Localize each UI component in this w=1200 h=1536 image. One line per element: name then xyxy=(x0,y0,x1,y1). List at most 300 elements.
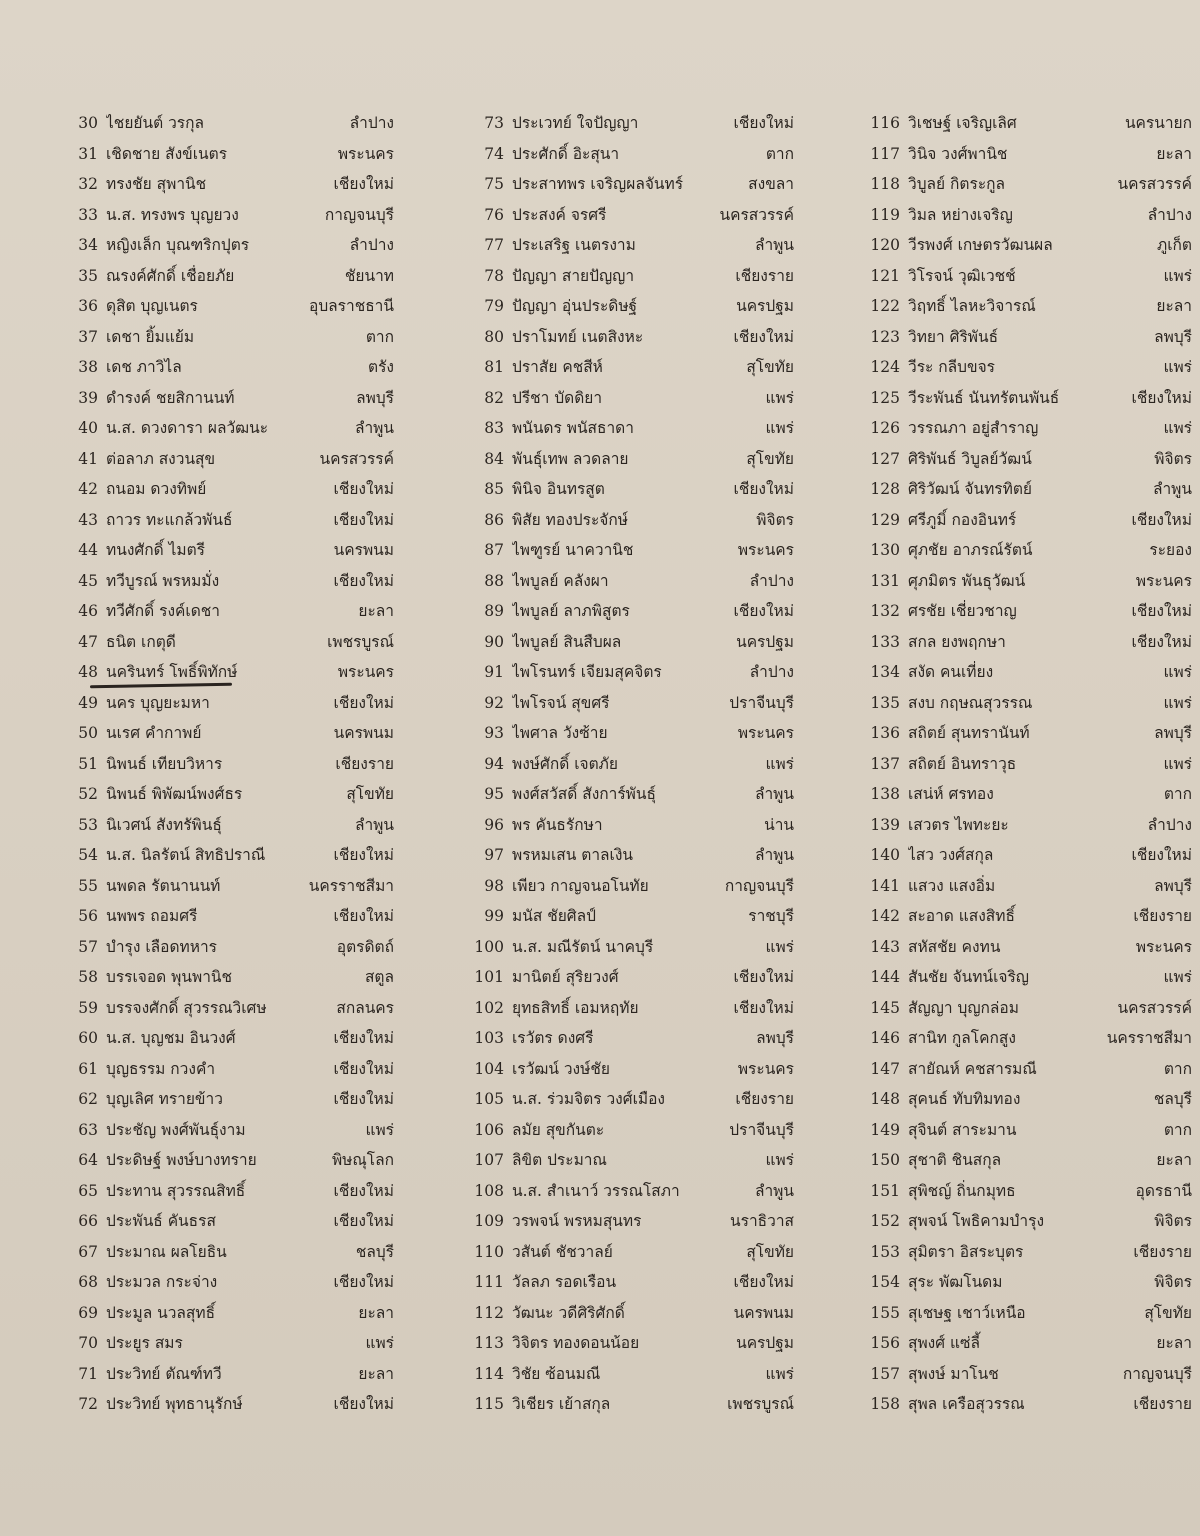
entry-name: ยุทธสิทธิ์ เอมหฤทัย xyxy=(512,998,639,1017)
list-item xyxy=(64,446,394,477)
list-item xyxy=(858,1330,1192,1361)
entry-province: เชียงใหม่ xyxy=(1131,510,1192,529)
entry-province: นครสวรรค์ xyxy=(1117,175,1192,193)
entry-name: เดช ภาวิไล xyxy=(106,358,182,376)
entry-province: นครสวรรค์ xyxy=(319,449,394,468)
list-item xyxy=(462,751,794,782)
list-item xyxy=(462,171,794,202)
entry-name: ศิริพันธ์ วิบูลย์วัฒน์ xyxy=(908,449,1032,468)
entry-number: 58 xyxy=(78,968,98,986)
entry-number: 141 xyxy=(870,876,900,895)
entry-name: ประเวทย์ ใจปัญญา xyxy=(512,114,639,132)
entry-name: เชิดชาย สังข์เนตร xyxy=(106,144,228,163)
entry-province: พระนคร xyxy=(337,663,394,681)
list-item xyxy=(462,720,794,751)
entry-number: 45 xyxy=(78,571,98,590)
entry-name: ปัญญา สายปัญญา xyxy=(512,266,635,285)
entry-name: วัฒนะ วดีศิริศักดิ์ xyxy=(512,1303,625,1322)
entry-province: ตาก xyxy=(1163,1059,1192,1078)
list-item xyxy=(858,629,1192,660)
entry-number: 101 xyxy=(474,968,504,986)
entry-name: นคร บุญยะมหา xyxy=(106,693,210,712)
entry-province: น่าน xyxy=(764,815,794,834)
entry-province: ลำพูน xyxy=(754,236,794,254)
entry-name: น.ส. สำเนาว์ วรรณโสภา xyxy=(512,1181,680,1200)
entry-name: วรพจน์ พรหมสุนทร xyxy=(512,1212,642,1230)
entry-name: มานิตย์ สุริยวงศ์ xyxy=(512,968,619,986)
list-item xyxy=(462,568,794,599)
entry-number: 148 xyxy=(870,1090,900,1108)
entry-number: 55 xyxy=(78,876,98,895)
list-item xyxy=(64,1361,394,1392)
entry-name: วิมล หย่างเจริญ xyxy=(908,205,1013,224)
list-item xyxy=(858,659,1192,690)
entry-number: 64 xyxy=(78,1151,98,1169)
entry-name: เสน่ห์ ศรทอง xyxy=(908,785,994,803)
entry-province: นครปฐม xyxy=(736,1334,794,1352)
list-item xyxy=(462,1147,794,1178)
entry-number: 142 xyxy=(870,907,900,925)
entry-province: นครปฐม xyxy=(736,632,794,651)
list-item xyxy=(858,1361,1192,1392)
entry-name: ไพฑูรย์ นาควานิช xyxy=(512,541,634,559)
list-item xyxy=(64,964,394,995)
entry-province: แพร่ xyxy=(1163,968,1192,986)
entry-province: ตาก xyxy=(765,144,794,163)
entry-number: 144 xyxy=(870,968,900,986)
entry-name: ไพบูลย์ คลังผา xyxy=(512,571,609,590)
entry-name: ต่อลาภ สงวนสุข xyxy=(106,449,216,468)
entry-name: สายัณห์ คชสารมณี xyxy=(908,1059,1037,1078)
entry-province: เชียงใหม่ xyxy=(333,571,394,590)
entry-number: 93 xyxy=(484,724,504,742)
entry-name: ประมาณ ผลโยธิน xyxy=(106,1242,227,1261)
entry-name: ปราโมทย์ เนตสิงหะ xyxy=(512,327,644,346)
entry-number: 119 xyxy=(870,205,900,224)
entry-name: ธนิต เกตุดี xyxy=(106,632,176,651)
entry-name: สุเชษฐ เชาว์เหนือ xyxy=(908,1303,1026,1322)
entry-province: พระนคร xyxy=(337,144,394,163)
entry-province: แพร่ xyxy=(765,419,794,437)
list-item xyxy=(858,446,1192,477)
entry-name: สันชัย จันทน์เจริญ xyxy=(908,968,1029,986)
entry-province: ตรัง xyxy=(368,358,394,376)
list-item xyxy=(64,415,394,446)
list-item xyxy=(462,1117,794,1148)
entry-number: 112 xyxy=(474,1303,504,1322)
entry-number: 49 xyxy=(78,693,98,712)
entry-name: บุญธรรม กวงคำ xyxy=(106,1059,216,1078)
list-item xyxy=(462,354,794,385)
list-item xyxy=(64,141,394,172)
entry-name: เพียว กาญจนอโนทัย xyxy=(512,876,649,895)
entry-number: 132 xyxy=(870,602,900,620)
entry-province: อุบลราชธานี xyxy=(309,297,394,315)
entry-number: 133 xyxy=(870,632,900,651)
entry-province: ปราจีนบุรี xyxy=(729,1120,794,1139)
entry-name: ไชยยันต์ วรกุล xyxy=(106,114,204,132)
entry-number: 94 xyxy=(484,754,504,773)
list-item xyxy=(64,1086,394,1117)
entry-number: 147 xyxy=(870,1059,900,1078)
entry-province: ลำปาง xyxy=(1147,205,1192,224)
entry-number: 98 xyxy=(484,876,504,895)
entry-number: 111 xyxy=(474,1273,504,1291)
list-item xyxy=(858,995,1192,1026)
list-item xyxy=(64,1330,394,1361)
entry-province: กาญจนบุรี xyxy=(324,205,394,224)
entry-name: สานิท กูลโคกสูง xyxy=(908,1029,1016,1047)
entry-name: หญิงเล็ก บุณฑริกปุตร xyxy=(106,236,250,254)
list-item xyxy=(462,873,794,904)
list-item xyxy=(462,263,794,294)
entry-province: เชียงราย xyxy=(335,754,394,773)
entry-province: ลำปาง xyxy=(349,114,394,132)
entry-number: 108 xyxy=(474,1181,504,1200)
list-item xyxy=(64,903,394,934)
entry-province: ลำปาง xyxy=(1147,815,1192,834)
entry-province: ลำปาง xyxy=(749,663,794,681)
entry-name: สุพล เครือสุวรรณ xyxy=(908,1395,1025,1413)
list-item xyxy=(64,1269,394,1300)
entry-name: น.ส. มณีรัตน์ นาคบุรี xyxy=(512,937,654,956)
entry-number: 116 xyxy=(870,114,900,132)
entry-name: วิทยา ศิริพันธ์ xyxy=(908,327,999,346)
entry-name: ปัญญา อุ่นประดิษฐ์ xyxy=(512,297,638,315)
entry-name: พรหมเสน ตาลเงิน xyxy=(512,846,633,864)
entry-province: ยะลา xyxy=(1156,297,1192,315)
entry-number: 100 xyxy=(474,937,504,956)
entry-province: เชียงใหม่ xyxy=(333,907,394,925)
entry-name: นพพร ถอมศรี xyxy=(106,907,198,925)
entry-province: กาญจนบุรี xyxy=(1122,1364,1192,1383)
entry-province: แพร่ xyxy=(765,937,794,956)
entry-number: 66 xyxy=(78,1212,98,1230)
entry-province: สุโขทัย xyxy=(346,785,394,803)
entry-number: 140 xyxy=(870,846,900,864)
entry-number: 47 xyxy=(78,632,98,651)
entry-number: 72 xyxy=(78,1395,98,1413)
entry-province: เชียงใหม่ xyxy=(733,327,794,346)
list-item xyxy=(462,842,794,873)
entry-number: 139 xyxy=(870,815,900,834)
entry-province: ชลบุรี xyxy=(1153,1090,1192,1108)
list-item xyxy=(462,324,794,355)
entry-province: แพร่ xyxy=(1163,754,1192,773)
list-item xyxy=(462,598,794,629)
entry-province: นครพนม xyxy=(733,1303,794,1322)
list-item xyxy=(64,842,394,873)
list-item xyxy=(64,202,394,233)
entry-name: มนัส ชัยศิลป์ xyxy=(512,907,596,925)
list-item xyxy=(462,415,794,446)
entry-name: วีระพันธ์ นันทรัตนพันธ์ xyxy=(908,388,1060,407)
entry-name: ประเสริฐ เนตรงาม xyxy=(512,236,636,254)
entry-number: 97 xyxy=(484,846,504,864)
list-item xyxy=(64,598,394,629)
entry-name: นิเวศน์ สังทรัพินธุ์ xyxy=(106,815,222,834)
entry-province: นครพนม xyxy=(333,724,394,742)
entry-number: 130 xyxy=(870,541,900,559)
entry-name: ศิริวัฒน์ จันทรทิตย์ xyxy=(908,480,1032,498)
list-item xyxy=(858,141,1192,172)
entry-name: ไสว วงศ์สกุล xyxy=(908,846,994,864)
entry-name: สุชาติ ชินสกุล xyxy=(908,1151,1002,1169)
entry-province: นครราชสีมา xyxy=(1106,1029,1192,1047)
list-item xyxy=(64,1300,394,1331)
entry-number: 87 xyxy=(484,541,504,559)
entry-province: เชียงราย xyxy=(1133,1395,1192,1413)
entry-name: พร คันธรักษา xyxy=(512,815,603,834)
entry-number: 50 xyxy=(78,724,98,742)
entry-province: ลพบุรี xyxy=(1154,327,1192,346)
entry-province: พิษณุโลก xyxy=(331,1151,394,1169)
list-item xyxy=(64,1178,394,1209)
entry-name: ศุภชัย อาภรณ์รัตน์ xyxy=(908,541,1033,559)
entry-province: เชียงใหม่ xyxy=(1131,388,1192,407)
entry-province: พิจิตร xyxy=(756,510,794,529)
entry-number: 52 xyxy=(78,785,98,803)
entry-province: พิจิตร xyxy=(1154,1273,1192,1291)
entry-number: 59 xyxy=(78,998,98,1017)
entry-province: ลำพูน xyxy=(754,1181,794,1200)
entry-province: ภูเก็ต xyxy=(1157,236,1192,254)
entry-number: 70 xyxy=(78,1334,98,1352)
entry-name: ประศักดิ์ อิะสุนา xyxy=(512,144,620,163)
entry-number: 115 xyxy=(474,1395,504,1413)
entry-name: ลิขิต ประมาณ xyxy=(512,1151,607,1169)
entry-province: ยะลา xyxy=(358,602,394,620)
entry-province: แพร่ xyxy=(765,1151,794,1169)
entry-number: 42 xyxy=(78,480,98,498)
list-item xyxy=(462,812,794,843)
entry-number: 32 xyxy=(78,175,98,193)
list-item xyxy=(64,1117,394,1148)
entry-name: ทนงศักดิ์ ไมตรี xyxy=(106,541,206,559)
entry-number: 120 xyxy=(870,236,900,254)
entry-name: ถนอม ดวงทิพย์ xyxy=(106,480,207,498)
entry-number: 30 xyxy=(78,114,98,132)
entry-province: พิจิตร xyxy=(1154,1212,1192,1230)
entry-province: พระนคร xyxy=(737,1059,794,1078)
entry-number: 37 xyxy=(78,327,98,346)
entry-name: วรรณภา อยู่สำราญ xyxy=(908,419,1039,437)
list-item xyxy=(64,110,394,141)
entry-number: 91 xyxy=(484,663,504,681)
list-column-1 xyxy=(64,110,394,1422)
entry-name: ประมวล กระจ่าง xyxy=(106,1273,218,1291)
entry-number: 157 xyxy=(870,1364,900,1383)
entry-province: นครสวรรค์ xyxy=(1117,998,1192,1017)
entry-name: ลมัย สุขกันตะ xyxy=(512,1120,605,1139)
entry-number: 143 xyxy=(870,937,900,956)
entry-province: นราธิวาส xyxy=(730,1212,794,1230)
list-item xyxy=(858,263,1192,294)
entry-province: ราชบุรี xyxy=(748,907,794,925)
entry-province: ยะลา xyxy=(1156,144,1192,163)
entry-number: 118 xyxy=(870,175,900,193)
list-item xyxy=(858,171,1192,202)
entry-province: ตาก xyxy=(365,327,394,346)
entry-number: 102 xyxy=(474,998,504,1017)
entry-name: วินิจ วงศ์พานิช xyxy=(908,144,1008,163)
entry-number: 80 xyxy=(484,327,504,346)
entry-name: วิบูลย์ กิตระกูล xyxy=(908,175,1006,193)
entry-province: ลำพูน xyxy=(754,846,794,864)
entry-number: 104 xyxy=(474,1059,504,1078)
entry-number: 74 xyxy=(484,144,504,163)
entry-number: 153 xyxy=(870,1242,900,1261)
entry-province: เชียงใหม่ xyxy=(1131,632,1192,651)
entry-number: 61 xyxy=(78,1059,98,1078)
entry-number: 152 xyxy=(870,1212,900,1230)
entry-province: ระยอง xyxy=(1149,541,1192,559)
entry-name: ประสงค์ จรศรี xyxy=(512,205,607,224)
entry-number: 83 xyxy=(484,419,504,437)
entry-province: เชียงใหม่ xyxy=(333,1212,394,1230)
entry-name: ประทาน สุวรรณสิทธิ์ xyxy=(106,1181,246,1200)
entry-number: 33 xyxy=(78,205,98,224)
entry-number: 43 xyxy=(78,510,98,529)
entry-number: 109 xyxy=(474,1212,504,1230)
list-item xyxy=(64,1147,394,1178)
list-item xyxy=(462,110,794,141)
entry-province: แพร่ xyxy=(365,1120,394,1139)
entry-name: สุระ พัฒโนดม xyxy=(908,1273,1003,1291)
list-item xyxy=(64,476,394,507)
list-item xyxy=(858,812,1192,843)
entry-province: ปราจีนบุรี xyxy=(729,693,794,712)
list-item xyxy=(858,202,1192,233)
list-item xyxy=(462,476,794,507)
entry-number: 154 xyxy=(870,1273,900,1291)
entry-name: สกล ยงพฤกษา xyxy=(908,632,1006,651)
entry-name: เรวัฒน์ วงษ์ชัย xyxy=(512,1059,610,1078)
entry-province: ยะลา xyxy=(1156,1151,1192,1169)
list-item xyxy=(858,903,1192,934)
list-item xyxy=(858,1056,1192,1087)
entry-province: ยะลา xyxy=(1156,1334,1192,1352)
entry-number: 110 xyxy=(474,1242,504,1261)
entry-number: 48 xyxy=(78,663,98,681)
list-item xyxy=(858,1300,1192,1331)
entry-name: สหัสชัย คงทน xyxy=(908,937,1001,956)
list-item xyxy=(64,354,394,385)
list-item xyxy=(858,1025,1192,1056)
list-item xyxy=(462,1086,794,1117)
entry-province: ลพบุรี xyxy=(1154,724,1192,742)
list-item xyxy=(858,1147,1192,1178)
list-item xyxy=(858,964,1192,995)
entry-name: สุพงษ์ มาโนช xyxy=(908,1364,999,1383)
list-item xyxy=(858,873,1192,904)
entry-province: เพชรบูรณ์ xyxy=(727,1395,794,1413)
entry-number: 99 xyxy=(484,907,504,925)
entry-number: 107 xyxy=(474,1151,504,1169)
entry-province: แพร่ xyxy=(1163,358,1192,376)
entry-province: ลำพูน xyxy=(1152,480,1192,498)
entry-province: สุโขทัย xyxy=(746,358,794,376)
entry-name: บรรเจอด พุนพานิช xyxy=(106,968,233,986)
list-item xyxy=(64,690,394,721)
entry-number: 65 xyxy=(78,1181,98,1200)
list-item xyxy=(858,690,1192,721)
entry-province: นครปฐม xyxy=(736,297,794,315)
entry-province: เชียงใหม่ xyxy=(333,1029,394,1047)
entry-number: 56 xyxy=(78,907,98,925)
entry-number: 105 xyxy=(474,1090,504,1108)
entry-name: สุมิตรา อิสระบุตร xyxy=(908,1242,1024,1261)
entry-number: 125 xyxy=(870,388,900,407)
entry-number: 124 xyxy=(870,358,900,376)
entry-number: 145 xyxy=(870,998,900,1017)
entry-province: เชียงใหม่ xyxy=(333,693,394,712)
entry-province: เชียงราย xyxy=(1133,907,1192,925)
entry-province: เชียงใหม่ xyxy=(333,1273,394,1291)
entry-province: สตูล xyxy=(364,968,394,986)
entry-province: เชียงใหม่ xyxy=(333,1059,394,1078)
list-item xyxy=(858,568,1192,599)
entry-name: วิเชษฐ์ เจริญเลิศ xyxy=(908,114,1017,132)
entry-name: ทวีศักดิ์ รงค์เดชา xyxy=(106,602,220,620)
entry-number: 81 xyxy=(484,358,504,376)
entry-province: พระนคร xyxy=(1135,571,1192,590)
list-item xyxy=(858,507,1192,538)
entry-number: 62 xyxy=(78,1090,98,1108)
entry-name: สุจินต์ สาระมาน xyxy=(908,1120,1017,1139)
entry-number: 79 xyxy=(484,297,504,315)
entry-number: 106 xyxy=(474,1120,504,1139)
entry-province: สุโขทัย xyxy=(746,449,794,468)
entry-number: 39 xyxy=(78,388,98,407)
list-item xyxy=(858,476,1192,507)
entry-province: ลำปาง xyxy=(349,236,394,254)
entry-name: ประพันธ์ คันธรส xyxy=(106,1212,216,1230)
entry-province: เชียงใหม่ xyxy=(733,968,794,986)
entry-province: เชียงใหม่ xyxy=(733,480,794,498)
entry-number: 158 xyxy=(870,1395,900,1413)
list-item xyxy=(64,232,394,263)
entry-province: เชียงราย xyxy=(735,266,794,285)
entry-province: แพร่ xyxy=(765,1364,794,1383)
entry-province: เชียงใหม่ xyxy=(1131,602,1192,620)
entry-number: 54 xyxy=(78,846,98,864)
list-column-2 xyxy=(462,110,794,1422)
list-item xyxy=(858,1391,1192,1422)
entry-province: ลำพูน xyxy=(354,419,394,437)
entry-province: เพชรบูรณ์ xyxy=(327,632,394,651)
list-item xyxy=(462,232,794,263)
entry-name: พงศ์สวัสดิ์ สังการ์พันธุ์ xyxy=(512,785,656,803)
list-item xyxy=(858,1269,1192,1300)
list-item xyxy=(462,293,794,324)
entry-province: นครพนม xyxy=(333,541,394,559)
list-item xyxy=(64,324,394,355)
list-item xyxy=(858,537,1192,568)
entry-number: 138 xyxy=(870,785,900,803)
list-item xyxy=(462,537,794,568)
entry-name: วีรพงศ์ เกษตรวัฒนผล xyxy=(908,236,1053,254)
list-item xyxy=(858,232,1192,263)
entry-province: ลพบุรี xyxy=(756,1029,794,1047)
list-item xyxy=(858,1117,1192,1148)
entry-province: เชียงใหม่ xyxy=(333,1395,394,1413)
entry-name: ประวิทย์ พุทธานุรักษ์ xyxy=(106,1395,243,1413)
entry-name: ปราสัย คชสีห์ xyxy=(512,358,603,376)
entry-name: พงษ์ศักดิ์ เจตภัย xyxy=(512,754,618,773)
entry-name: ศรชัย เชี่ยวชาญ xyxy=(908,602,1017,620)
list-item xyxy=(858,385,1192,416)
